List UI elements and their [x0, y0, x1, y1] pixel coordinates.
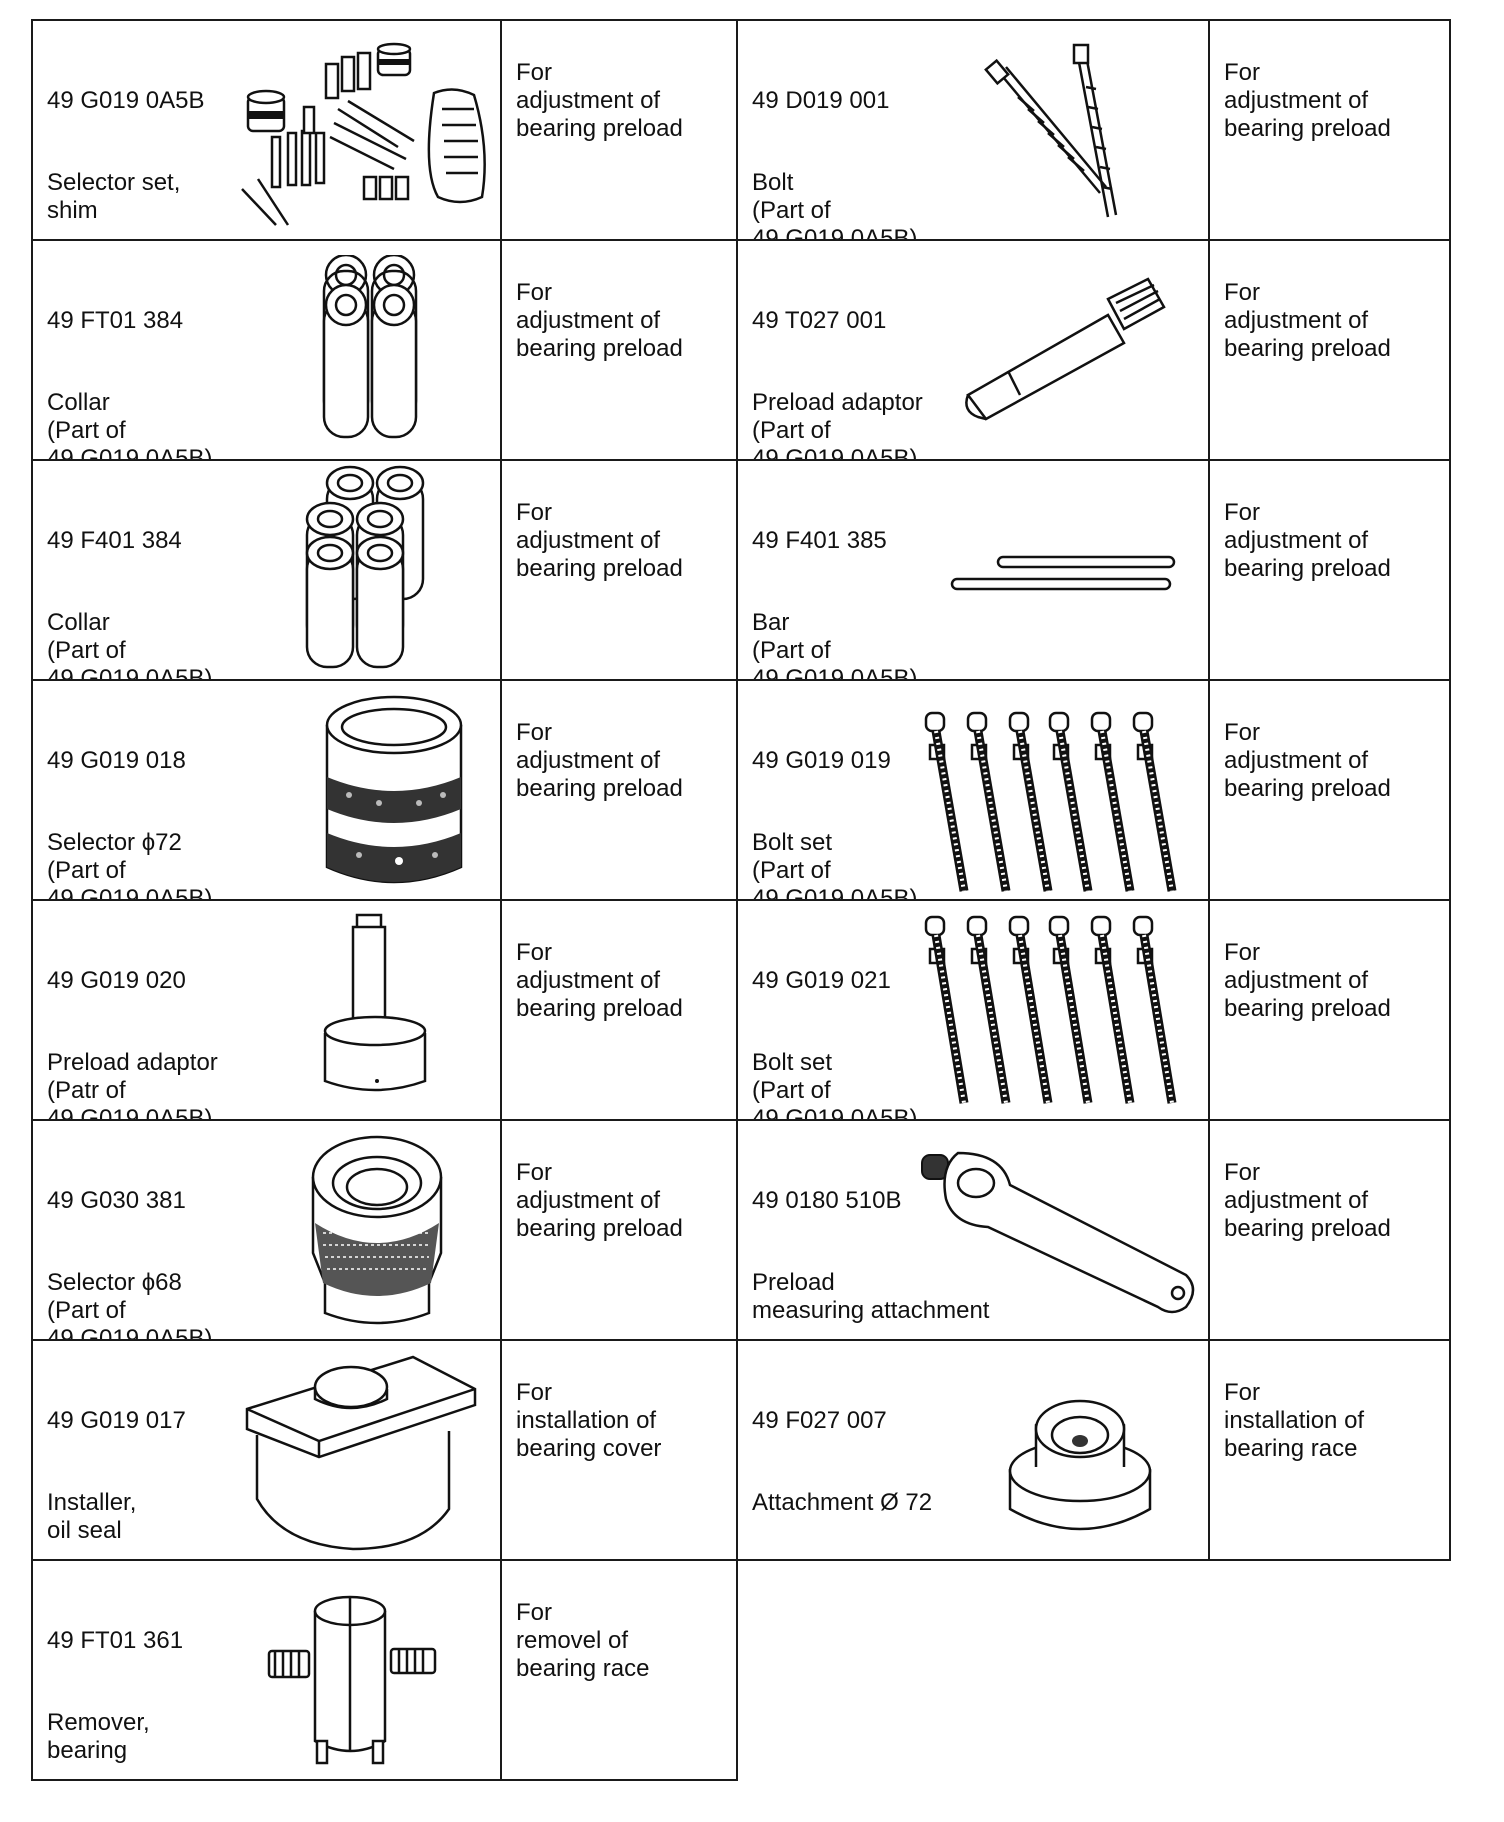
bolt-set-icon: [918, 913, 1198, 1113]
usage-text: For adjustment of bearing preload: [516, 499, 683, 582]
usage-text: For adjustment of bearing preload: [1224, 1159, 1391, 1242]
part-number: 49 D019 001: [752, 87, 890, 114]
tool-cell: [31, 239, 502, 461]
selector-72-icon: [319, 691, 469, 891]
part-number: 49 T027 001: [752, 307, 887, 334]
tool-name: Attachment Ø 72: [752, 1489, 933, 1516]
installer-oil-seal-icon: [243, 1349, 483, 1559]
tool-cell: [736, 1119, 1210, 1341]
part-number: 49 G019 020: [47, 967, 186, 994]
usage-cell: [500, 1339, 738, 1561]
tool-cell: [31, 19, 502, 241]
usage-text: For adjustment of bearing preload: [1224, 719, 1391, 802]
attachment-72-icon: [1000, 1389, 1160, 1549]
usage-text: For adjustment of bearing preload: [516, 939, 683, 1022]
selector-68-icon: [307, 1133, 447, 1333]
table-row: [31, 459, 1451, 681]
preload-measuring-attachment-icon: [918, 1147, 1203, 1317]
usage-cell: [500, 679, 738, 901]
usage-text: For adjustment of bearing preload: [516, 719, 683, 802]
preload-adaptor-icon: [321, 913, 431, 1103]
usage-cell: [500, 239, 738, 461]
part-number: 49 G019 0A5B: [47, 87, 205, 114]
usage-text: For adjustment of bearing preload: [1224, 499, 1391, 582]
usage-cell: [500, 1119, 738, 1341]
tool-cell: [31, 1559, 502, 1781]
usage-text: For adjustment of bearing preload: [1224, 939, 1391, 1022]
part-number: 49 G019 021: [752, 967, 891, 994]
tool-name: Preload adaptor (Part of: [752, 389, 923, 444]
table-row: [31, 1559, 738, 1781]
tool-name: Collar (Part of: [47, 389, 126, 444]
usage-cell: [500, 1559, 738, 1781]
tool-cell: [31, 1119, 502, 1341]
table-row: [31, 899, 1451, 1121]
remover-bearing-icon: [265, 1591, 445, 1771]
usage-text: For adjustment of bearing preload: [516, 279, 683, 362]
tool-name: Collar (Part of: [47, 609, 126, 664]
part-number: 49 G030 381: [47, 1187, 186, 1214]
tool-name: Selector ϕ72 (Part of: [47, 829, 182, 884]
usage-text: For installation of bearing race: [1224, 1379, 1365, 1462]
tool-name: Preload adaptor (Patr of: [47, 1049, 218, 1104]
tool-cell: [736, 19, 1210, 241]
part-number: 49 F401 384: [47, 527, 182, 554]
table-row: [31, 679, 1451, 901]
part-number: 49 F027 007: [752, 1407, 887, 1434]
tool-cell: [736, 459, 1210, 681]
usage-cell: [1208, 459, 1451, 681]
tool-name: Bolt (Part of: [752, 169, 831, 224]
usage-cell: [500, 899, 738, 1121]
part-number: 49 FT01 361: [47, 1627, 184, 1654]
usage-text: For adjustment of bearing preload: [1224, 59, 1391, 142]
part-number: 49 0180 510B: [752, 1187, 902, 1214]
tool-name: Selector set, shim: [47, 169, 181, 224]
collar-4-icon: [318, 255, 428, 445]
tool-cell: [31, 1339, 502, 1561]
tool-cell: [31, 679, 502, 901]
tool-cell: [736, 239, 1210, 461]
usage-cell: [1208, 1119, 1451, 1341]
tool-name: Bar (Part of: [752, 609, 831, 664]
usage-text: For installation of bearing cover: [516, 1379, 662, 1462]
bolt-set-icon: [918, 709, 1198, 899]
usage-text: For adjustment of bearing preload: [516, 59, 683, 142]
tool-name: Installer, oil seal: [47, 1489, 137, 1544]
tool-cell: [736, 899, 1210, 1121]
selector-set-shim-icon: [238, 29, 498, 229]
part-number: 49 F401 385: [752, 527, 887, 554]
bar-icon: [948, 551, 1178, 601]
tool-name: Remover, bearing: [47, 1709, 150, 1764]
table-row: [31, 239, 1451, 461]
usage-text: For adjustment of bearing preload: [1224, 279, 1391, 362]
tool-cell: [31, 459, 502, 681]
usage-cell: [1208, 679, 1451, 901]
tool-name: Bolt set (Part of: [752, 829, 833, 884]
part-number: 49 G019 019: [752, 747, 891, 774]
usage-cell: [1208, 899, 1451, 1121]
tool-cell: [31, 899, 502, 1121]
part-number: 49 FT01 384: [47, 307, 184, 334]
usage-text: For adjustment of bearing preload: [516, 1159, 683, 1242]
table-row: [31, 1119, 1451, 1341]
usage-cell: [1208, 1339, 1451, 1561]
preload-adaptor-rod-icon: [958, 275, 1168, 425]
usage-text: For removel of bearing race: [516, 1599, 650, 1682]
tool-name: Selector ϕ68 (Part of: [47, 1269, 182, 1324]
part-number: 49 G019 017: [47, 1407, 186, 1434]
bolt-icon: [978, 37, 1148, 227]
tool-cell: [736, 1339, 1210, 1561]
usage-cell: [500, 19, 738, 241]
table-row: [31, 19, 1451, 241]
usage-cell: [1208, 239, 1451, 461]
table-row: [31, 1339, 1451, 1561]
collar-6-icon: [305, 465, 445, 675]
usage-cell: [1208, 19, 1451, 241]
part-number: 49 G019 018: [47, 747, 186, 774]
tool-cell: [736, 679, 1210, 901]
usage-cell: [500, 459, 738, 681]
tool-name: Preload measuring attachment: [752, 1269, 990, 1324]
tool-name: Bolt set (Part of: [752, 1049, 833, 1104]
